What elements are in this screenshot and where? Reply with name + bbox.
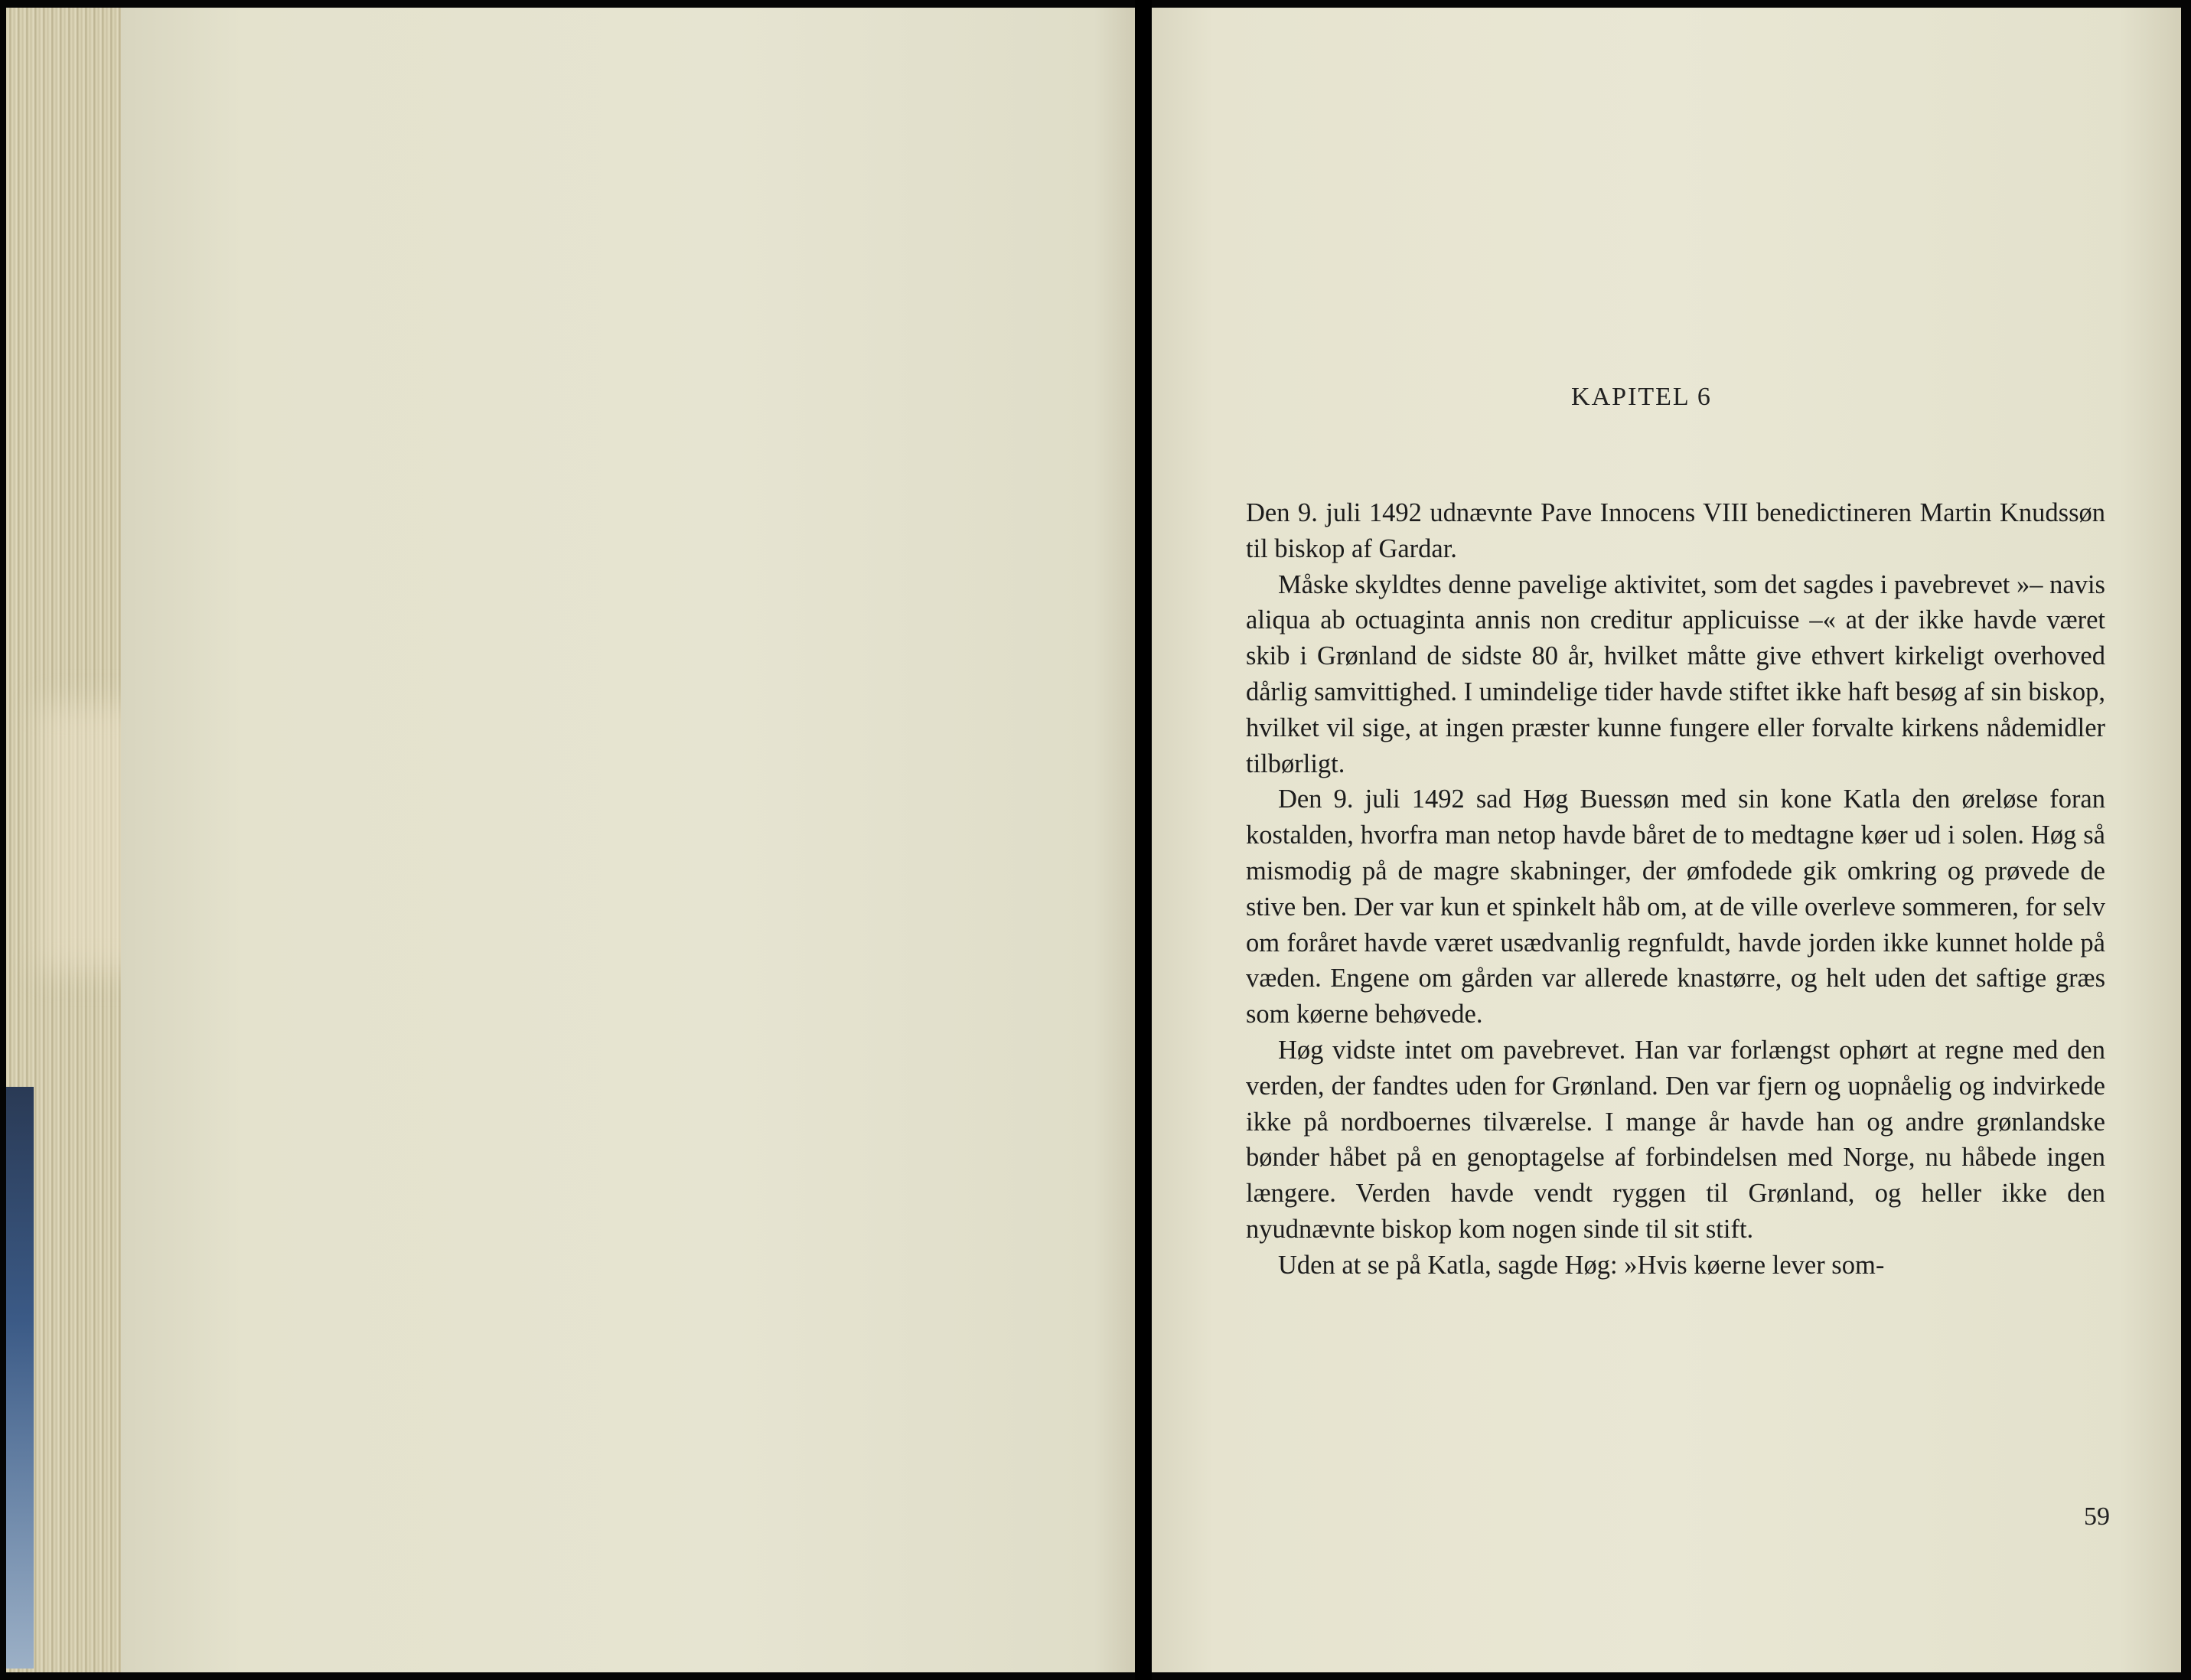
- paragraph: Den 9. juli 1492 sad Høg Buessøn med sin kone Katla den øreløse foran kostalden, hvorfra man netop havde båret de to medtagne køer ud i solen. Høg så mismodig på de magre skabninger, der ømfodede gik omkring og prøvede de stive ben. Der var kun et spinkelt håb om, at de ville overleve sommeren, for selv om foråret havde været usædvanlig regnfuldt, havde jorden ikke kunnet holde på væden. Engene om gården var allerede knastørre, og helt uden det saftige græs som køerne behøvede.: [1246, 785, 2105, 1029]
- paragraph: Måske skyldtes denne pavelige aktivitet, som det sagdes i pavebrevet »– navis aliqua ab octuaginta annis non creditur applicuisse –« at der ikke havde været skib i Grønland de sidste 80 år, hvilket måtte give ethvert kirkeligt overhoved dårlig samvittighed. I umindelige tider havde stiftet ikke haft besøg af sin biskop, hvilket vil sige, at ingen præster kunne fungere eller forvalte kirkens nådemidler tilbørligt.: [1246, 569, 2105, 778]
- page-number: 59: [2084, 1502, 2110, 1531]
- body-text: [1246, 495, 2105, 1284]
- background-surface: [6, 1087, 34, 1669]
- right-page: [1152, 8, 2181, 1672]
- paragraph: Høg vidste intet om pavebrevet. Han var forlængst ophørt at regne med den verden, der fandtes uden for Grønland. Den var fjern og uopnåelig og indvirkede ikke på nordboernes tilværelse. I mange år havde han og andre grønlandske bønder håbet på en genoptagelse af forbindelsen med Norge, nu håbede ingen længere. Verden havde vendt ryggen til Grønland, og heller ikke den nyudnævnte biskop kom nogen sinde til sit stift.: [1246, 1035, 2105, 1244]
- paragraph: Den 9. juli 1492 udnævnte Pave Innocens VIII benedictineren Martin Knudssøn til biskop af Gardar.: [1246, 498, 2105, 563]
- paragraph: Uden at se på Katla, sagde Høg: »Hvis køerne lever som-: [1278, 1250, 1885, 1280]
- chapter-title: KAPITEL 6: [1571, 383, 1712, 411]
- left-page-blank: [121, 8, 1135, 1672]
- book-gutter: [1135, 0, 1152, 1680]
